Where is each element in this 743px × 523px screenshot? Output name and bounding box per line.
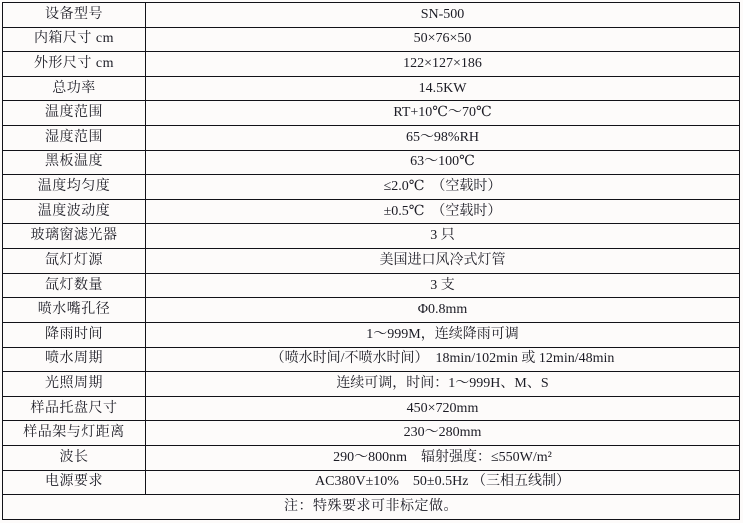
table-row bbox=[3, 421, 740, 446]
spec-label: 温度波动度 bbox=[3, 199, 146, 224]
spec-value: ≤2.0℃ （空载时） bbox=[146, 175, 740, 200]
table-row bbox=[3, 3, 740, 28]
table-row bbox=[3, 470, 740, 495]
spec-label: 外形尺寸 cm bbox=[3, 52, 146, 77]
spec-value: 63～100℃ bbox=[146, 150, 740, 175]
table-row bbox=[3, 322, 740, 347]
spec-label: 样品托盘尺寸 bbox=[3, 396, 146, 421]
spec-value: 122×127×186 bbox=[146, 52, 740, 77]
spec-label: 样品架与灯距离 bbox=[3, 421, 146, 446]
spec-value: 连续可调，时间：1～999H、M、S bbox=[146, 372, 740, 397]
spec-value: RT+10℃～70℃ bbox=[146, 101, 740, 126]
spec-value: SN-500 bbox=[146, 3, 740, 28]
table-row bbox=[3, 150, 740, 175]
spec-value: AC380V±10% 50±0.5Hz （三相五线制） bbox=[146, 470, 740, 495]
table-row bbox=[3, 249, 740, 274]
spec-label: 内箱尺寸 cm bbox=[3, 27, 146, 52]
spec-label: 波长 bbox=[3, 445, 146, 470]
table-row bbox=[3, 224, 740, 249]
table-row bbox=[3, 175, 740, 200]
spec-value: 美国进口风冷式灯管 bbox=[146, 249, 740, 274]
spec-label: 黑板温度 bbox=[3, 150, 146, 175]
spec-value: 14.5KW bbox=[146, 76, 740, 101]
table-row bbox=[3, 199, 740, 224]
spec-label: 温度范围 bbox=[3, 101, 146, 126]
spec-label: 喷水嘴孔径 bbox=[3, 298, 146, 323]
table-row bbox=[3, 396, 740, 421]
spec-label: 总功率 bbox=[3, 76, 146, 101]
table-row bbox=[3, 27, 740, 52]
spec-label: 湿度范围 bbox=[3, 126, 146, 151]
note-text: 注：特殊要求可非标定做。 bbox=[3, 495, 740, 520]
spec-value: 290～800nm 辐射强度：≤550W/m² bbox=[146, 445, 740, 470]
spec-value: （喷水时间/不喷水时间） 18min/102min 或 12min/48min bbox=[146, 347, 740, 372]
spec-value: ±0.5℃ （空载时） bbox=[146, 199, 740, 224]
table-row bbox=[3, 273, 740, 298]
spec-value: 50×76×50 bbox=[146, 27, 740, 52]
table-row bbox=[3, 126, 740, 151]
table-row bbox=[3, 445, 740, 470]
table-row bbox=[3, 52, 740, 77]
spec-label: 玻璃窗滤光器 bbox=[3, 224, 146, 249]
table-row bbox=[3, 298, 740, 323]
spec-value: 1～999M，连续降雨可调 bbox=[146, 322, 740, 347]
spec-value: 230～280mm bbox=[146, 421, 740, 446]
note-row bbox=[3, 495, 740, 520]
spec-label: 设备型号 bbox=[3, 3, 146, 28]
spec-label: 温度均匀度 bbox=[3, 175, 146, 200]
table-row bbox=[3, 347, 740, 372]
spec-label: 喷水周期 bbox=[3, 347, 146, 372]
spec-label: 氙灯灯源 bbox=[3, 249, 146, 274]
spec-label: 降雨时间 bbox=[3, 322, 146, 347]
spec-value: 450×720mm bbox=[146, 396, 740, 421]
spec-label: 电源要求 bbox=[3, 470, 146, 495]
spec-label: 氙灯数量 bbox=[3, 273, 146, 298]
spec-value: 3 支 bbox=[146, 273, 740, 298]
table-row bbox=[3, 101, 740, 126]
spec-table bbox=[2, 2, 740, 520]
table-row bbox=[3, 372, 740, 397]
spec-value: 65～98%RH bbox=[146, 126, 740, 151]
spec-value: Φ0.8mm bbox=[146, 298, 740, 323]
table-row bbox=[3, 76, 740, 101]
spec-label: 光照周期 bbox=[3, 372, 146, 397]
spec-value: 3 只 bbox=[146, 224, 740, 249]
